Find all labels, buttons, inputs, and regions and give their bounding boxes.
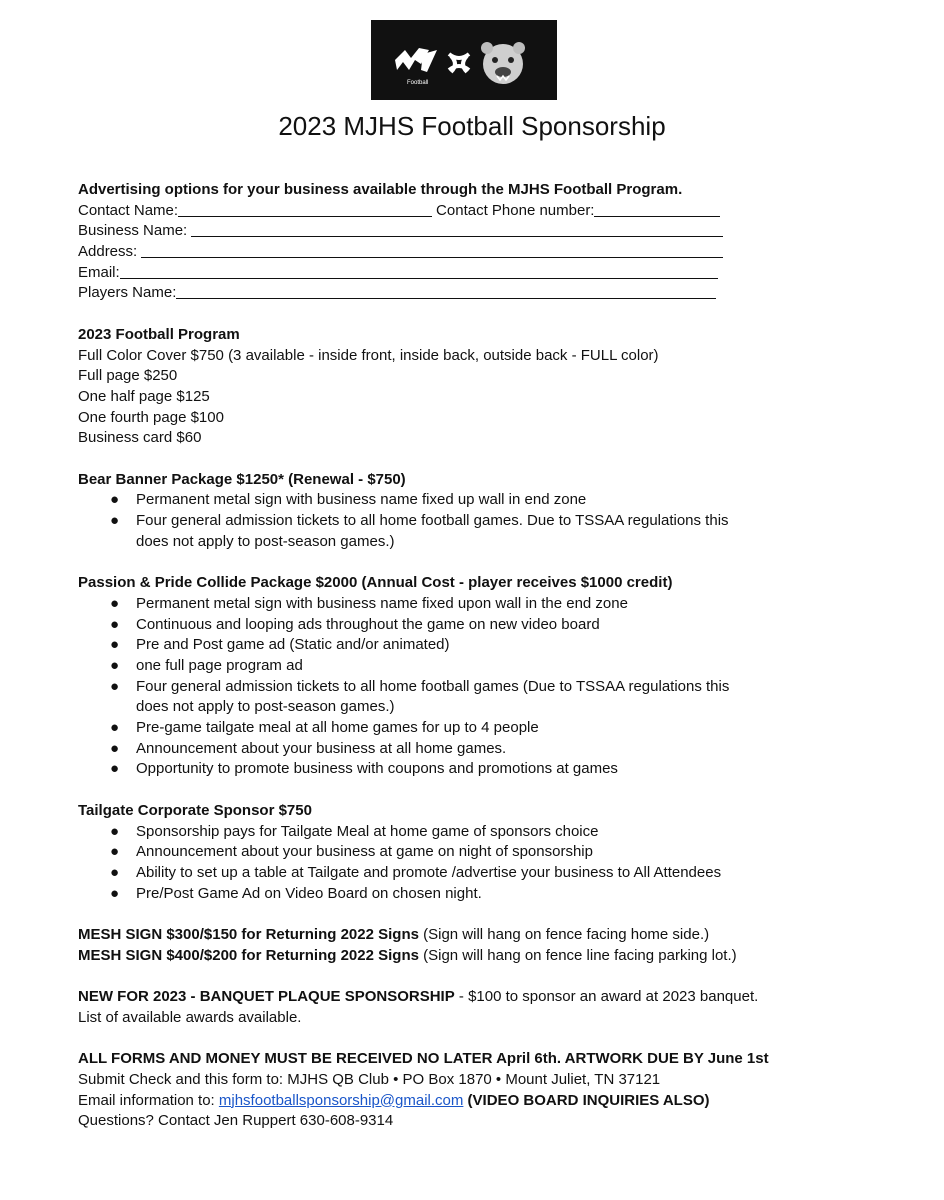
list-item: ● Pre/Post Game Ad on Video Board on chosen night. <box>78 884 878 905</box>
program-item: Full page $250 <box>78 367 178 385</box>
program-item: One half page $125 <box>78 387 210 405</box>
bullet-icon: ● <box>110 884 120 902</box>
email-row <box>78 263 878 284</box>
sponsorship-email-link[interactable]: mjhsfootballsponsorship@gmail.com <box>218 1091 464 1109</box>
bullet-icon: ● <box>110 656 120 674</box>
contact-name-field[interactable] <box>178 201 432 217</box>
bullet-icon: ● <box>110 739 120 757</box>
address-field[interactable] <box>141 242 723 258</box>
bullet-icon: ● <box>110 491 120 509</box>
list-item: ● Permanent metal sign with business name fixed upon wall in the end zone <box>78 594 878 615</box>
logo-football-text: Football <box>407 80 429 86</box>
list-item: ● Four general admission tickets to all home football games. Due to TSSAA regulations this does not apply to post-season games.) <box>110 512 729 550</box>
bear-banner-heading: Bear Banner Package $1250* (Renewal - $750) <box>78 470 406 488</box>
list-item: ● Pre-game tailgate meal at all home games for up to 4 people <box>78 718 878 739</box>
business-name-field[interactable] <box>191 221 723 237</box>
passion-pride-list <box>78 594 878 780</box>
deadline-text: ALL FORMS AND MONEY MUST BE RECEIVED NO LATER April 6th. ARTWORK DUE BY June 1st <box>78 1050 769 1068</box>
business-name-label: Business Name: <box>78 222 188 240</box>
bullet-icon: ● <box>110 512 120 530</box>
list-item: ● Ability to set up a table at Tailgate and promote /advertise your business to All Attendees <box>78 863 878 884</box>
form-body <box>78 180 878 1132</box>
list-item: ● Announcement about your business at all home games. <box>78 739 878 760</box>
bullet-icon: ● <box>110 822 120 840</box>
email-info-line: Email information to: mjhsfootballsponsorship@gmail.com (VIDEO BOARD INQUIRIES ALSO) <box>78 1091 710 1109</box>
players-name-field[interactable] <box>176 283 716 299</box>
bullet-icon: ● <box>110 677 120 695</box>
contact-phone-label: Contact Phone number: <box>436 201 595 219</box>
players-name-label: Players Name: <box>78 284 177 302</box>
team-logo-banner <box>371 20 557 100</box>
list-item: ● one full page program ad <box>78 656 878 677</box>
contact-row <box>78 201 878 222</box>
bullet-icon: ● <box>110 615 120 633</box>
email-label: Email: <box>78 263 120 281</box>
address-label: Address: <box>78 243 138 261</box>
address-row <box>78 242 878 263</box>
tailgate-list <box>78 822 878 905</box>
email-field[interactable] <box>120 263 718 279</box>
passion-pride-heading: Passion & Pride Collide Package $2000 (Annual Cost - player receives $1000 credit) <box>78 574 673 592</box>
bullet-icon: ● <box>110 594 120 612</box>
list-item: ● Continuous and looping ads throughout the game on new video board <box>78 615 878 636</box>
bullet-icon: ● <box>110 719 120 737</box>
intro-text: Advertising options for your business available through the MJHS Football Program. <box>78 181 683 198</box>
bear-banner-list <box>78 490 878 552</box>
bullet-icon: ● <box>110 636 120 654</box>
banquet-line: NEW FOR 2023 - BANQUET PLAQUE SPONSORSHIP - $100 to sponsor an award at 2023 banquet. <box>78 988 759 1006</box>
mesh-sign-line-2: MESH SIGN $400/$200 for Returning 2022 Signs (Sign will hang on fence line facing parking lot.) <box>78 946 737 964</box>
list-item: ● Permanent metal sign with business name fixed up wall in end zone <box>78 490 878 511</box>
banquet-line-2: List of available awards available. <box>78 1008 302 1026</box>
business-name-row <box>78 221 878 242</box>
list-item: ● Opportunity to promote business with coupons and promotions at games <box>78 759 878 780</box>
program-item: Business card $60 <box>78 429 202 447</box>
submit-text: Submit Check and this form to: MJHS QB Club • PO Box 1870 • Mount Juliet, TN 37121 <box>78 1070 661 1088</box>
contact-name-label: Contact Name: <box>78 201 179 219</box>
players-name-row <box>78 283 878 304</box>
list-item: ● Four general admission tickets to all home football games (Due to TSSAA regulations this does not apply to post-season games.) <box>110 677 730 716</box>
program-item: One fourth page $100 <box>78 408 224 426</box>
list-item: ● Pre and Post game ad (Static and/or animated) <box>78 635 878 656</box>
list-item: ● Announcement about your business at game on night of sponsorship <box>78 842 878 863</box>
questions-text: Questions? Contact Jen Ruppert 630-608-9314 <box>78 1112 394 1130</box>
logo-graphic <box>371 20 557 100</box>
program-item: Full Color Cover $750 (3 available - inside front, inside back, outside back - FULL color) <box>78 346 659 364</box>
page-title: 2023 MJHS Football Sponsorship <box>278 111 666 141</box>
bullet-icon: ● <box>110 863 120 881</box>
tailgate-heading: Tailgate Corporate Sponsor $750 <box>78 801 312 819</box>
program-heading: 2023 Football Program <box>78 325 240 343</box>
list-item: ● Sponsorship pays for Tailgate Meal at home game of sponsors choice <box>78 822 878 843</box>
bullet-icon: ● <box>110 760 120 778</box>
contact-phone-field[interactable] <box>594 201 720 217</box>
bullet-icon: ● <box>110 843 120 861</box>
mesh-sign-line-1: MESH SIGN $300/$150 for Returning 2022 Signs (Sign will hang on fence facing home side.) <box>78 926 710 943</box>
